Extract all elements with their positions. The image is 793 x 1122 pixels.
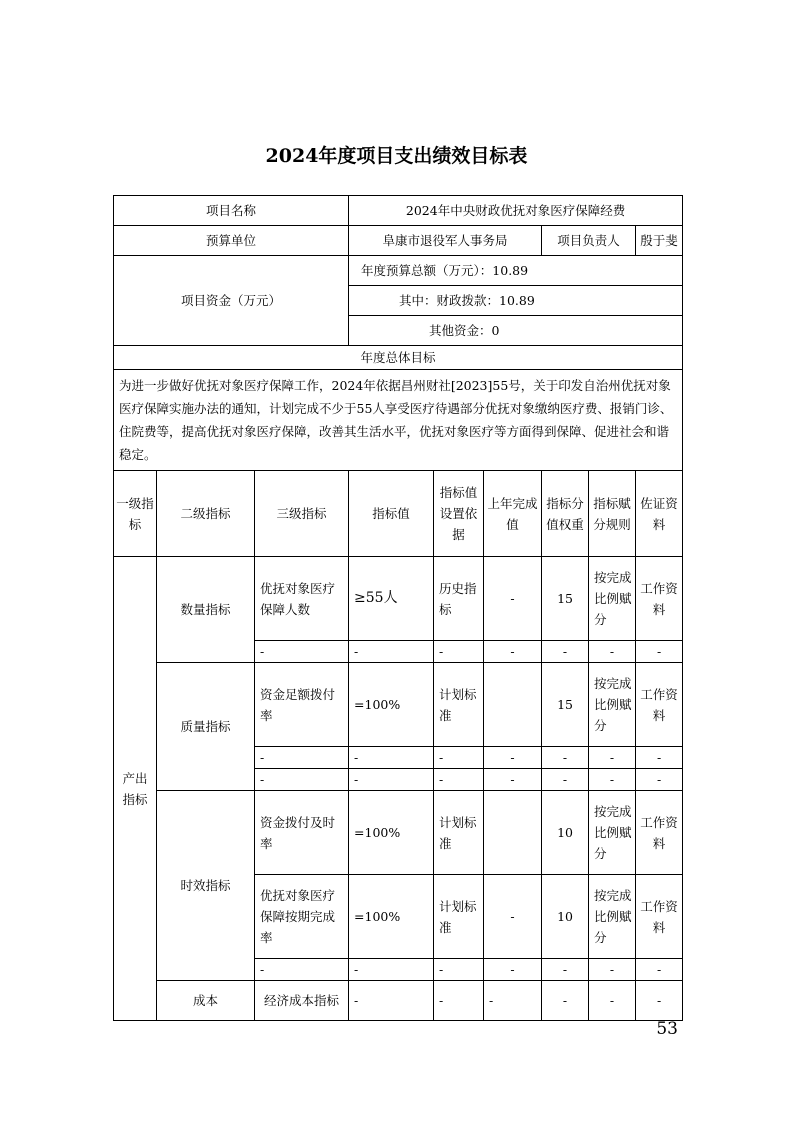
- dash-cell: -: [434, 769, 484, 791]
- header-evidence: 佐证资料: [636, 471, 683, 557]
- r4-name: 优抚对象医疗保障按期完成率: [255, 875, 349, 959]
- dash-cell: -: [255, 769, 349, 791]
- r4-value: =100%: [349, 875, 434, 959]
- r4-last: -: [484, 875, 542, 959]
- goal-text: 为进一步做好优抚对象医疗保障工作，2024年依据昌州财社[2023]55号，关于印发自治州优抚对象医疗保障实施办法的通知，计划完成不少于55人享受医疗待遇部分优抚对象缴纳医疗费、报销门诊、住院费等，提高优抚对象医疗保障，改善其生活水平，优抚对象医疗等方面得到保障、促进社会和谐稳定。: [114, 370, 683, 471]
- dash-cell: -: [542, 641, 589, 663]
- header-level1: 一级指标: [114, 471, 157, 557]
- quality-label: 质量指标: [157, 663, 255, 791]
- dash-cell: -: [484, 747, 542, 769]
- fund-other: 其他资金：0: [349, 316, 683, 346]
- r2-evidence: 工作资料: [636, 663, 683, 747]
- dash-cell: -: [636, 981, 683, 1021]
- dash-cell: -: [484, 641, 542, 663]
- r3-rule: 按完成比例赋分: [589, 791, 636, 875]
- budget-unit-value: 阜康市退役军人事务局: [349, 226, 542, 256]
- dash-cell: -: [589, 769, 636, 791]
- dash-cell: -: [349, 981, 434, 1021]
- dash-cell: -: [636, 641, 683, 663]
- dash-cell: -: [255, 747, 349, 769]
- dash-cell: -: [542, 959, 589, 981]
- dash-cell: -: [589, 959, 636, 981]
- header-rule: 指标赋分规则: [589, 471, 636, 557]
- dash-cell: -: [434, 747, 484, 769]
- cost-label: 成本: [157, 981, 255, 1021]
- dash-cell: -: [484, 959, 542, 981]
- r1-rule: 按完成比例赋分: [589, 557, 636, 641]
- r2-value: =100%: [349, 663, 434, 747]
- r3-evidence: 工作资料: [636, 791, 683, 875]
- output-label: 产出指标: [114, 557, 157, 1021]
- dash-cell: -: [636, 747, 683, 769]
- dash-cell: -: [349, 641, 434, 663]
- dash-cell: -: [434, 641, 484, 663]
- dash-cell: -: [589, 981, 636, 1021]
- dash-cell: -: [542, 769, 589, 791]
- r3-last: [484, 791, 542, 875]
- project-name-label: 项目名称: [114, 196, 349, 226]
- dash-cell: -: [589, 641, 636, 663]
- dash-cell: -: [589, 747, 636, 769]
- header-level3: 三级指标: [255, 471, 349, 557]
- page-title: 2024年度项目支出绩效目标表: [265, 145, 528, 167]
- dash-cell: -: [255, 959, 349, 981]
- r4-rule: 按完成比例赋分: [589, 875, 636, 959]
- dash-cell: -: [349, 747, 434, 769]
- r1-last: -: [484, 557, 542, 641]
- r3-name: 资金拨付及时率: [255, 791, 349, 875]
- header-basis: 指标值设置依据: [434, 471, 484, 557]
- dash-cell: -: [349, 959, 434, 981]
- r2-weight: 15: [542, 663, 589, 747]
- dash-cell: -: [349, 769, 434, 791]
- timeliness-label: 时效指标: [157, 791, 255, 981]
- r1-weight: 15: [542, 557, 589, 641]
- r4-evidence: 工作资料: [636, 875, 683, 959]
- dash-cell: -: [434, 981, 484, 1021]
- dash-cell: -: [484, 981, 542, 1021]
- r3-weight: 10: [542, 791, 589, 875]
- r2-rule: 按完成比例赋分: [589, 663, 636, 747]
- quantity-label: 数量指标: [157, 557, 255, 663]
- dash-cell: -: [255, 641, 349, 663]
- r1-basis: 历史指标: [434, 557, 484, 641]
- performance-table: [113, 195, 683, 1021]
- header-last: 上年完成值: [484, 471, 542, 557]
- leader-label: 项目负责人: [542, 226, 636, 256]
- fund-label: 项目资金（万元）: [114, 256, 349, 346]
- r1-evidence: 工作资料: [636, 557, 683, 641]
- fund-finance: 其中：财政拨款：10.89: [349, 286, 683, 316]
- header-value: 指标值: [349, 471, 434, 557]
- r2-name: 资金足额拨付率: [255, 663, 349, 747]
- r3-value: =100%: [349, 791, 434, 875]
- page-number: 53: [656, 1019, 678, 1039]
- dash-cell: -: [542, 981, 589, 1021]
- r4-basis: 计划标准: [434, 875, 484, 959]
- r1-value: ≥55人: [349, 557, 434, 641]
- dash-cell: -: [636, 769, 683, 791]
- leader-value: 殷于斐: [636, 226, 683, 256]
- goal-label: 年度总体目标: [114, 346, 683, 370]
- fund-total: 年度预算总额（万元）：10.89: [349, 256, 683, 286]
- budget-unit-label: 预算单位: [114, 226, 349, 256]
- dash-cell: -: [542, 747, 589, 769]
- project-name-value: 2024年中央财政优抚对象医疗保障经费: [349, 196, 683, 226]
- r2-last: [484, 663, 542, 747]
- header-level2: 二级指标: [157, 471, 255, 557]
- header-weight: 指标分值权重: [542, 471, 589, 557]
- econ-cost-label: 经济成本指标: [255, 981, 349, 1021]
- r3-basis: 计划标准: [434, 791, 484, 875]
- dash-cell: -: [484, 769, 542, 791]
- r4-weight: 10: [542, 875, 589, 959]
- r1-name: 优抚对象医疗保障人数: [255, 557, 349, 641]
- r2-basis: 计划标准: [434, 663, 484, 747]
- dash-cell: -: [636, 959, 683, 981]
- dash-cell: -: [434, 959, 484, 981]
